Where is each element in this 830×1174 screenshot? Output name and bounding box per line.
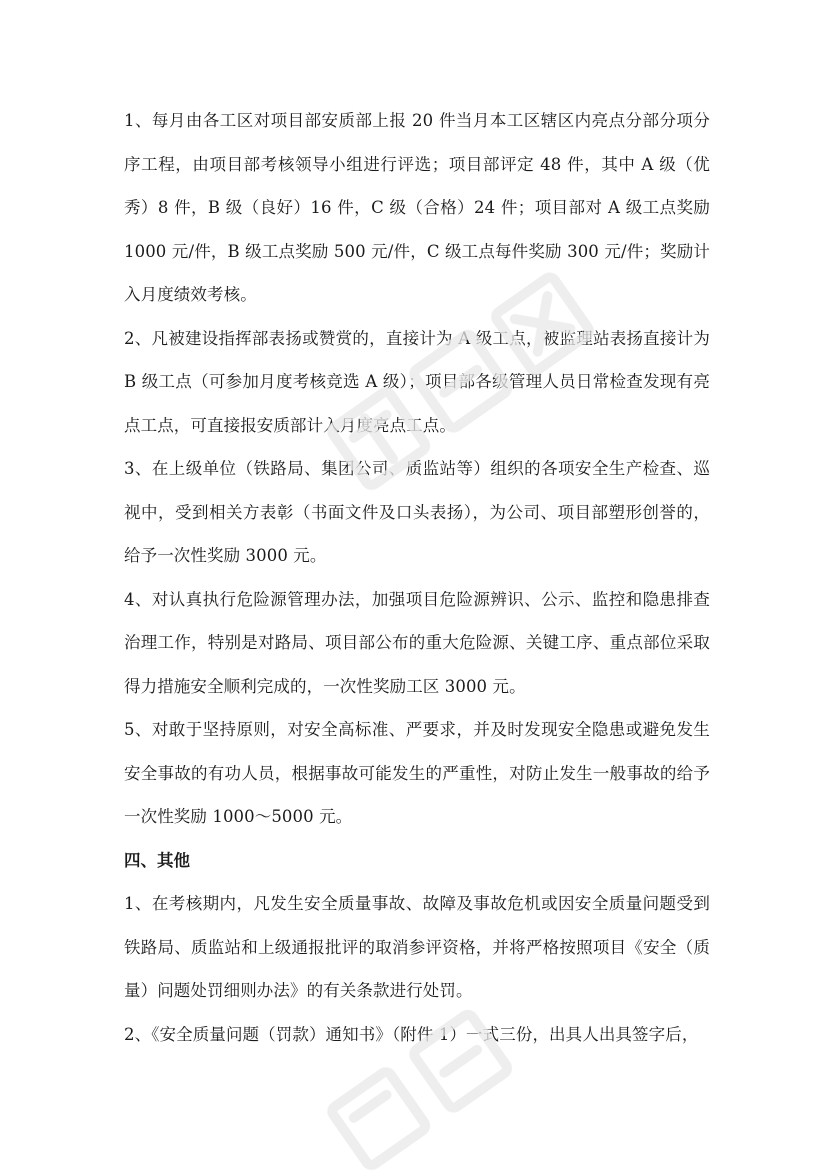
paragraph-other-1: 1、在考核期内，凡发生安全质量事故、故障及事故危机或因安全质量问题受到铁路局、质监站和上级通报批评的取消参评资格，并将严格按照项目《安全（质量）问题处罚细则办法》的有关条款进行处罚。 — [124, 894, 710, 1000]
paragraph-reward-5: 5、对敢于坚持原则，对安全高标准、严要求，并及时发现安全隐患或避免发生安全事故的有功人员，根据事故可能发生的严重性，对防止发生一般事故的给予一次性奖励 1000～5000 元。 — [124, 720, 710, 826]
paragraph-reward-3: 3、在上级单位（铁路局、集团公司、质监站等）组织的各项安全生产检查、巡视中，受到相关方表彰（书面文件及口头表扬），为公司、项目部塑形创誉的，给予一次性奖励 3000 元。 — [124, 459, 710, 565]
paragraph-reward-1: 1、每月由各工区对项目部安质部上报 20 件当月本工区辖区内亮点分部分项分序工程，由项目部考核领导小组进行评选；项目部评定 48 件，其中 A 级（优秀）8 件，B 级（良好）16 件，C 级（合格）24 件；项目部对 A 级工点奖励 1000 元/件，B 级工点奖励 500 元/件，C 级工点每件奖励 300 元/件；奖励计入月度绩效考核。 — [124, 111, 710, 304]
paragraph-other-2: 2、《安全质量问题（罚款）通知书》（附件 1）一式三份，出具人出具签字后， — [124, 1024, 699, 1044]
section-heading-other: 四、其他 — [124, 850, 190, 870]
paragraph-reward-2: 2、凡被建设指挥部表扬或赞赏的，直接计为 A 级工点，被监理站表扬直接计为 B 级工点（可参加月度考核竞选 A 级）；项目部各级管理人员日常检查发现有亮点工点，可直接报安质部计入月度亮点工点。 — [124, 328, 710, 435]
paragraph-reward-4: 4、对认真执行危险源管理办法，加强项目危险源辨识、公示、监控和隐患排查治理工作，特别是对路局、项目部公布的重大危险源、关键工序、重点部位采取得力措施安全顺利完成的，一次性奖励工区 3000 元。 — [124, 589, 710, 696]
